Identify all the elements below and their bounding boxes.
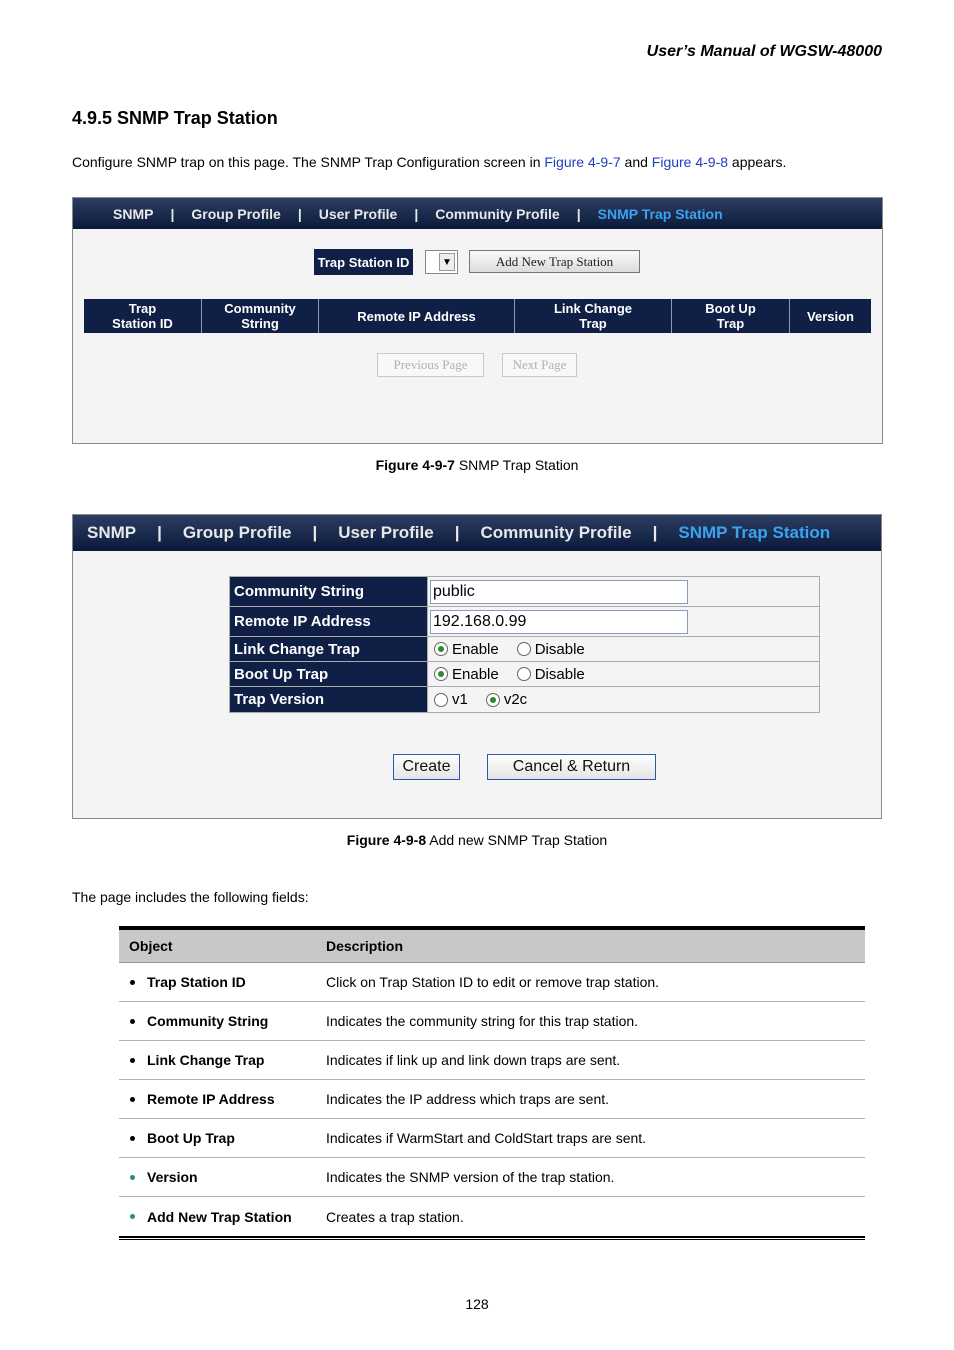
tab-community-profile[interactable]: Community Profile [435, 205, 560, 222]
radio-checked-icon [434, 667, 448, 681]
table-row: Remote IP Address Indicates the IP address which traps are sent. [119, 1080, 865, 1119]
nav-separator: | [652, 523, 658, 542]
radio-unchecked-icon [517, 667, 531, 681]
tab-group-profile[interactable]: Group Profile [182, 523, 292, 542]
figure-4-9-8-caption: Figure 4-9-8 Add new SNMP Trap Station [346, 832, 608, 848]
remote-ip-address-label: Remote IP Address [230, 607, 428, 636]
remote-ip-row [230, 607, 819, 637]
community-string-label: Community String [230, 577, 428, 606]
chevron-down-icon[interactable]: ▼ [439, 253, 455, 271]
next-page-button[interactable]: Next Page [502, 353, 577, 377]
table-row: Add New Trap Station Creates a trap station. [119, 1197, 865, 1236]
col-community-string: Community String [202, 299, 319, 333]
intro-text-post: appears. [728, 154, 787, 170]
trap-station-id-label: Trap Station ID [314, 249, 413, 275]
table-header-row [119, 929, 865, 963]
table-row: Trap Station ID Click on Trap Station ID to edit or remove trap station. [119, 963, 865, 1002]
trap-version-row [230, 687, 819, 712]
intro-text-pre: Configure SNMP trap on this page. The SNMP Trap Configuration screen in [72, 154, 545, 170]
col-trap-station-id: Trap Station ID [84, 299, 202, 333]
trap-version-label: Trap Version [230, 687, 428, 712]
figure-snmp-trap-station [72, 197, 883, 444]
col-remote-ip-address: Remote IP Address [319, 299, 515, 333]
boot-up-trap-label: Boot Up Trap [230, 662, 428, 686]
nav-separator: | [297, 205, 302, 222]
version-v1-radio[interactable]: v1 [434, 691, 468, 708]
snmp-nav-bar [73, 515, 881, 551]
link-change-enable-radio[interactable]: Enable [434, 641, 499, 658]
tab-snmp-trap-station[interactable]: SNMP Trap Station [597, 205, 723, 222]
boot-up-enable-radio[interactable]: Enable [434, 666, 499, 683]
tab-community-profile[interactable]: Community Profile [480, 523, 632, 542]
create-button[interactable]: Create [393, 754, 460, 780]
manual-title: User’s Manual of WGSW-48000 [646, 43, 882, 60]
radio-checked-icon [434, 642, 448, 656]
nav-separator: | [170, 205, 175, 222]
boot-up-trap-row [230, 662, 819, 687]
nav-separator: | [157, 523, 162, 542]
figure-4-9-7-caption: Figure 4-9-7 SNMP Trap Station [375, 457, 579, 473]
table-row: Link Change Trap Indicates if link up and link down traps are sent. [119, 1041, 865, 1080]
figure-4-9-7-link[interactable]: Figure 4-9-7 [544, 154, 621, 170]
col-link-change-trap: Link Change Trap [515, 299, 672, 333]
col-boot-up-trap: Boot Up Trap [672, 299, 790, 333]
bullet-icon [130, 980, 135, 985]
link-change-trap-row [230, 637, 819, 662]
figure-4-9-8-link[interactable]: Figure 4-9-8 [651, 154, 729, 170]
nav-separator: | [576, 205, 581, 222]
section-title: 4.9.5 SNMP Trap Station [72, 108, 278, 128]
tab-snmp[interactable]: SNMP [87, 523, 137, 542]
tab-user-profile[interactable]: User Profile [338, 523, 434, 542]
table-row: Community String Indicates the community string for this trap station. [119, 1002, 865, 1041]
bullet-icon [130, 1214, 135, 1219]
header-object: Object [129, 938, 173, 954]
tab-snmp[interactable]: SNMP [113, 205, 154, 222]
tab-group-profile[interactable]: Group Profile [191, 205, 281, 222]
intro-paragraph [72, 154, 786, 170]
trap-station-form [229, 576, 820, 713]
link-change-disable-radio[interactable]: Disable [517, 641, 585, 658]
bullet-icon [130, 1136, 135, 1141]
radio-unchecked-icon [517, 642, 531, 656]
radio-unchecked-icon [434, 693, 448, 707]
bullet-icon [130, 1058, 135, 1063]
remote-ip-address-input[interactable]: 192.168.0.99 [430, 610, 688, 634]
figure-add-trap-station [72, 514, 882, 819]
boot-up-disable-radio[interactable]: Disable [517, 666, 585, 683]
link-change-trap-label: Link Change Trap [230, 637, 428, 661]
col-version: Version [807, 308, 854, 324]
cancel-return-button[interactable]: Cancel & Return [487, 754, 656, 780]
radio-checked-icon [486, 693, 500, 707]
trap-station-id-select[interactable] [425, 250, 458, 274]
page-number: 128 [465, 1296, 489, 1312]
bullet-icon [130, 1175, 135, 1180]
version-v2c-radio[interactable]: v2c [486, 691, 527, 708]
nav-separator: | [454, 523, 460, 542]
nav-separator: | [312, 523, 318, 542]
community-string-input[interactable]: public [430, 580, 688, 604]
table-row: Boot Up Trap Indicates if WarmStart and ColdStart traps are sent. [119, 1119, 865, 1158]
bullet-icon [130, 1097, 135, 1102]
intro-text-mid: and [620, 154, 652, 170]
nav-separator: | [414, 205, 419, 222]
table-row: Version Indicates the SNMP version of the trap station. [119, 1158, 865, 1197]
previous-page-button[interactable]: Previous Page [377, 353, 484, 377]
header-description: Description [326, 938, 404, 954]
community-string-row [230, 577, 819, 607]
fields-intro: The page includes the following fields: [72, 889, 309, 905]
field-description-table [119, 926, 865, 1240]
trap-station-table-header [84, 299, 871, 333]
tab-snmp-trap-station[interactable]: SNMP Trap Station [678, 523, 831, 542]
snmp-nav-bar [73, 198, 882, 229]
bullet-icon [130, 1019, 135, 1024]
tab-user-profile[interactable]: User Profile [318, 205, 398, 222]
add-new-trap-station-button[interactable]: Add New Trap Station [469, 250, 640, 273]
